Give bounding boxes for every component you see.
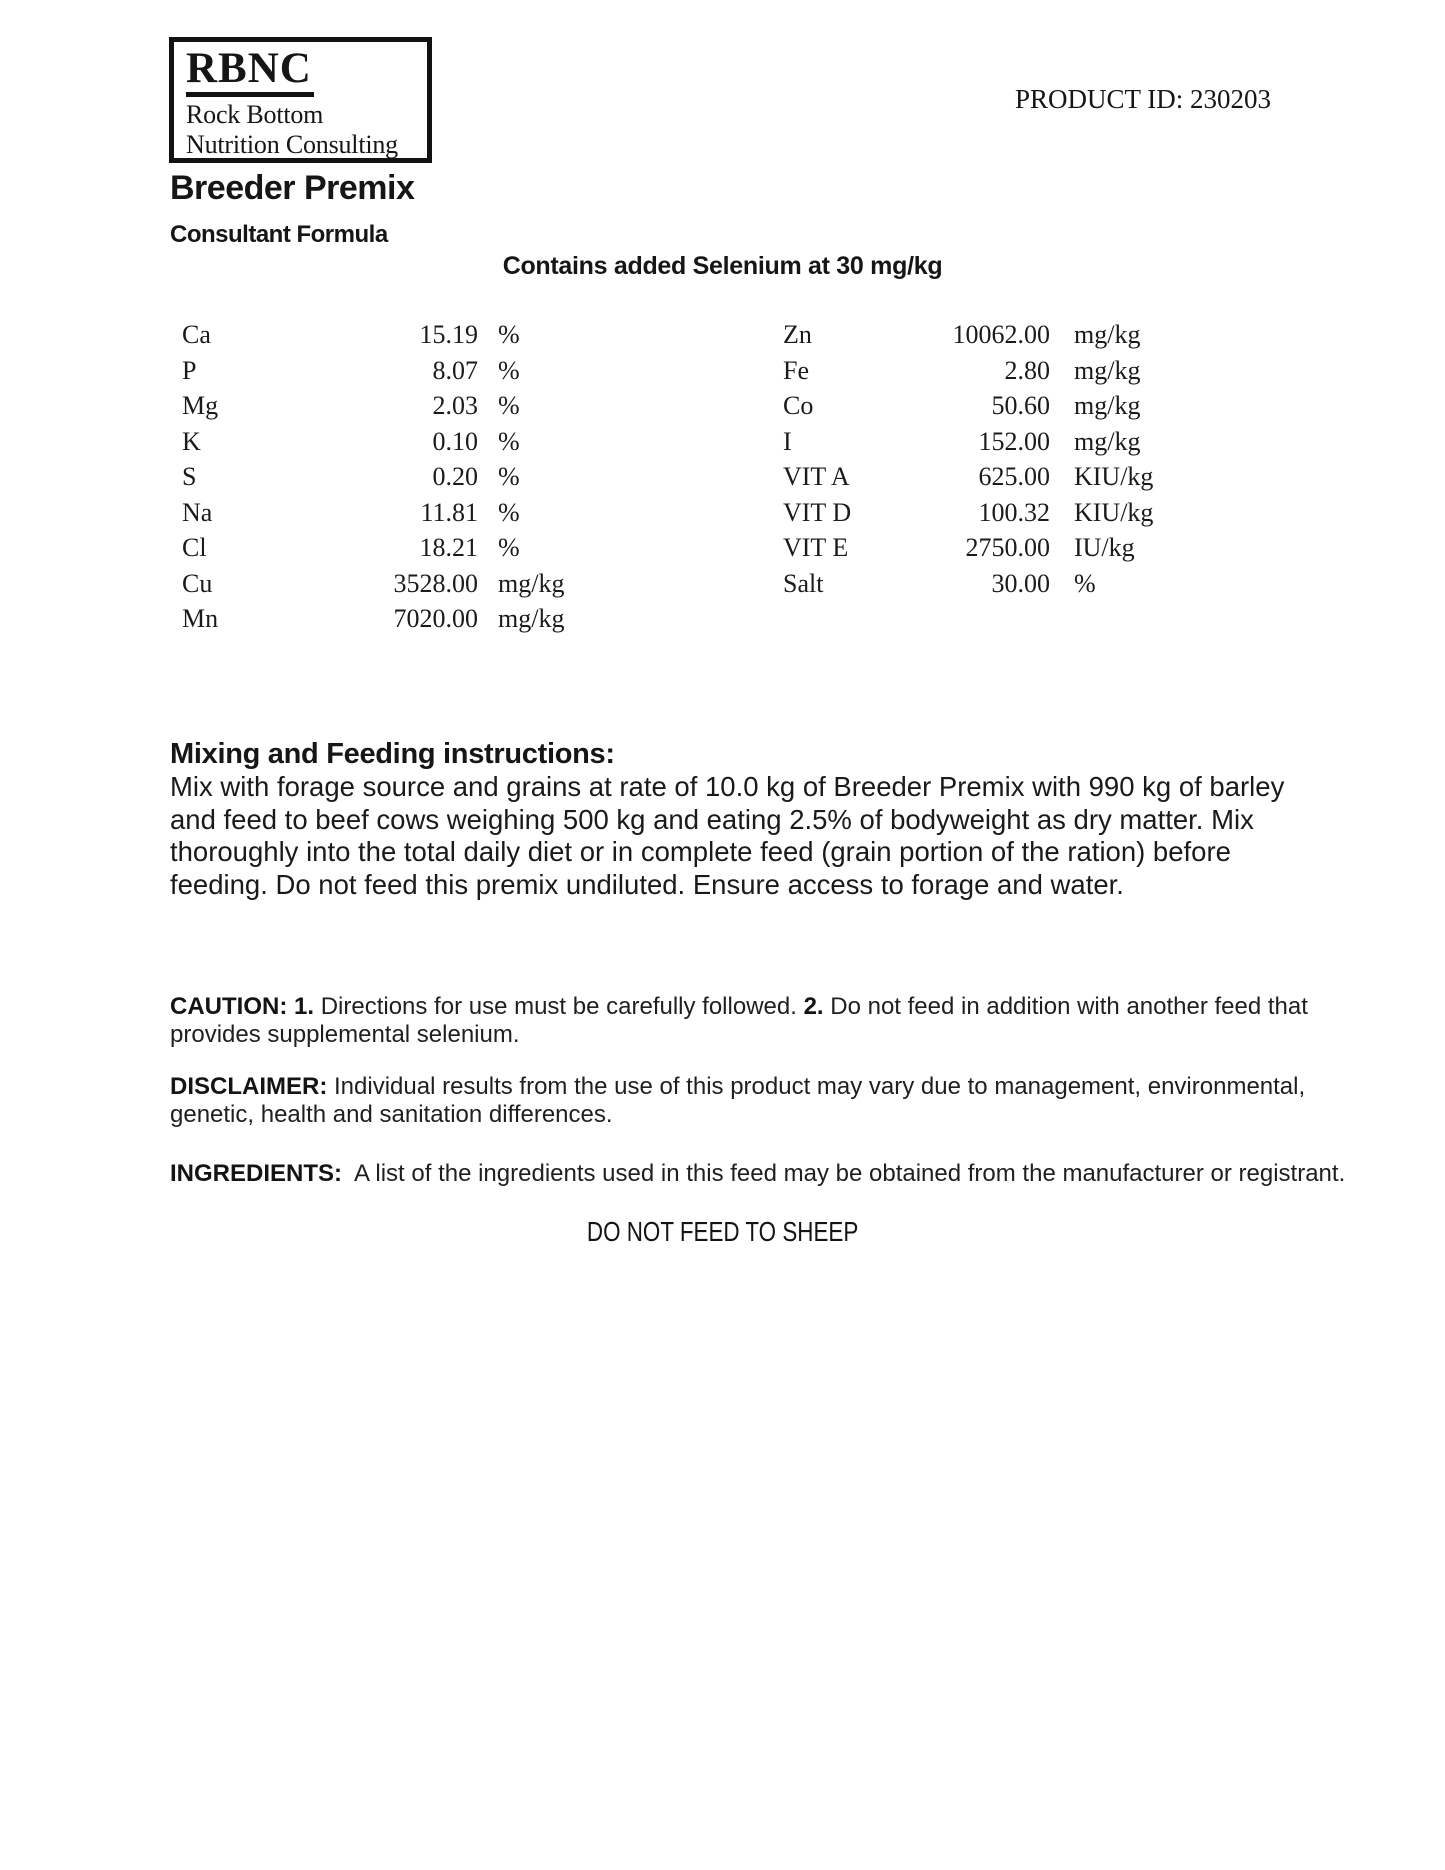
- nutrient-row: [182, 566, 564, 602]
- nutrient-unit: %: [498, 320, 520, 349]
- mixing-heading: Mixing and Feeding instructions:: [170, 738, 615, 770]
- nutrient-value: 7020.00: [393, 604, 478, 633]
- nutrient-row: [783, 495, 1153, 531]
- nutrient-row: [182, 530, 564, 566]
- nutrient-value: 3528.00: [393, 568, 478, 598]
- page-title: Breeder Premix: [170, 169, 415, 207]
- selenium-note: Contains added Selenium at 30 mg/kg: [502, 252, 943, 280]
- nutrient-label: S: [182, 462, 197, 491]
- nutrient-label: VIT E: [783, 533, 849, 562]
- nutrient-row: [182, 495, 564, 531]
- nutrient-unit: %: [498, 533, 520, 562]
- caution-label: CAUTION:: [170, 993, 288, 1020]
- caution-section: [170, 993, 1385, 1048]
- nutrient-unit: %: [498, 462, 520, 491]
- nutrient-unit: mg/kg: [498, 604, 565, 633]
- nutrient-unit: %: [498, 426, 520, 456]
- nutrient-value: 8.07: [432, 355, 478, 385]
- nutrient-unit: %: [498, 391, 520, 420]
- nutrient-label: VIT A: [783, 462, 850, 491]
- nutrient-unit: mg/kg: [498, 568, 565, 598]
- nutrient-unit: %: [1074, 568, 1096, 598]
- sheep-warning: [0, 1216, 1445, 1248]
- nutrient-row: [182, 601, 564, 637]
- nutrient-row: [182, 388, 564, 424]
- nutrient-value: 0.10: [432, 426, 478, 456]
- nutrient-unit: mg/kg: [1074, 426, 1141, 456]
- nutrient-row: [783, 353, 1153, 389]
- sheep-warning-text: DO NOT FEED TO SHEEP: [586, 1216, 859, 1247]
- nutrient-unit: %: [498, 355, 520, 385]
- disclaimer-text: Individual results from the use of this product may vary due to management, environmental, genetic, health and sanitation differences.: [170, 1073, 1306, 1128]
- nutrient-row: [783, 530, 1153, 566]
- nutrient-value: 2750.00: [965, 533, 1050, 562]
- ingredients-text: A list of the ingredients used in this feed may be obtained from the manufacturer or registrant.: [354, 1160, 1346, 1187]
- company-logo: [169, 37, 432, 163]
- nutrient-value: 2.80: [1004, 355, 1050, 385]
- mixing-instructions-text: Mix with forage source and grains at rate of 10.0 kg of Breeder Premix with 990 kg of barley and feed to beef cows weighing 500 kg and eating 2.5% of bodyweight as dry matter. Mix thoroughly into the total daily diet or in complete feed (grain portion of the ration) before feeding. Do not feed this premix undiluted. Ensure access to forage and water.: [170, 771, 1285, 900]
- nutrient-table-left: [182, 317, 564, 637]
- nutrient-row: [783, 566, 1153, 602]
- caution-item2-text: Do not feed in addition with another feed that provides supplemental selenium.: [170, 993, 1308, 1048]
- nutrient-value: 152.00: [978, 426, 1050, 456]
- caution-item1-number: 1.: [294, 993, 315, 1020]
- nutrient-label: Ca: [182, 320, 211, 349]
- nutrient-label: Cu: [182, 568, 213, 598]
- caution-item1-text: Directions for use must be carefully followed.: [320, 993, 797, 1020]
- nutrient-label: Zn: [783, 320, 812, 349]
- nutrient-label: Na: [182, 497, 213, 527]
- nutrient-label: P: [182, 355, 197, 385]
- nutrient-unit: mg/kg: [1074, 355, 1141, 385]
- nutrient-unit: %: [498, 497, 520, 527]
- nutrient-label: Fe: [783, 355, 809, 385]
- nutrient-value: 10062.00: [952, 320, 1050, 349]
- nutrient-value: 30.00: [991, 568, 1050, 598]
- nutrient-row: [783, 388, 1153, 424]
- nutrient-unit: IU/kg: [1074, 533, 1135, 562]
- nutrient-value: 625.00: [978, 462, 1050, 491]
- nutrient-label: Co: [783, 391, 814, 420]
- logo-acronym: RBNC: [186, 47, 314, 97]
- logo-company-name-line2: Nutrition Consulting: [186, 130, 398, 160]
- formula-subtitle: Consultant Formula: [170, 221, 388, 248]
- nutrient-row: [182, 353, 564, 389]
- nutrient-label: I: [783, 426, 792, 456]
- nutrient-label: K: [182, 426, 201, 456]
- nutrient-label: Mn: [182, 604, 219, 633]
- disclaimer-label: DISCLAIMER:: [170, 1073, 328, 1100]
- nutrient-value: 11.81: [420, 497, 478, 527]
- nutrient-label: Mg: [182, 391, 219, 420]
- nutrient-row: [182, 459, 564, 495]
- nutrient-row: [182, 317, 564, 353]
- caution-item2-number: 2.: [803, 993, 824, 1020]
- nutrient-unit: mg/kg: [1074, 320, 1141, 349]
- nutrient-label: Salt: [783, 568, 824, 598]
- nutrient-row: [783, 424, 1153, 460]
- ingredients-section: [170, 1160, 1385, 1188]
- nutrient-unit: KIU/kg: [1074, 497, 1154, 527]
- nutrient-value: 2.03: [432, 391, 478, 420]
- nutrient-row: [783, 459, 1153, 495]
- nutrient-value: 100.32: [978, 497, 1050, 527]
- mixing-section: [170, 737, 1320, 901]
- nutrient-unit: KIU/kg: [1074, 462, 1154, 491]
- nutrient-value: 0.20: [432, 462, 478, 491]
- logo-company-name-line1: Rock Bottom: [186, 99, 324, 129]
- nutrient-value: 15.19: [419, 320, 478, 349]
- nutrient-label: VIT D: [783, 497, 852, 527]
- nutrient-value: 50.60: [991, 391, 1050, 420]
- nutrient-label: Cl: [182, 533, 207, 562]
- nutrient-row: [783, 317, 1153, 353]
- nutrient-unit: mg/kg: [1074, 391, 1141, 420]
- nutrient-row: [182, 424, 564, 460]
- disclaimer-section: [170, 1073, 1385, 1128]
- ingredients-label: INGREDIENTS:: [170, 1160, 343, 1187]
- nutrient-value: 18.21: [419, 533, 478, 562]
- product-id: PRODUCT ID: 230203: [1014, 84, 1271, 114]
- nutrient-table-right: [783, 317, 1153, 601]
